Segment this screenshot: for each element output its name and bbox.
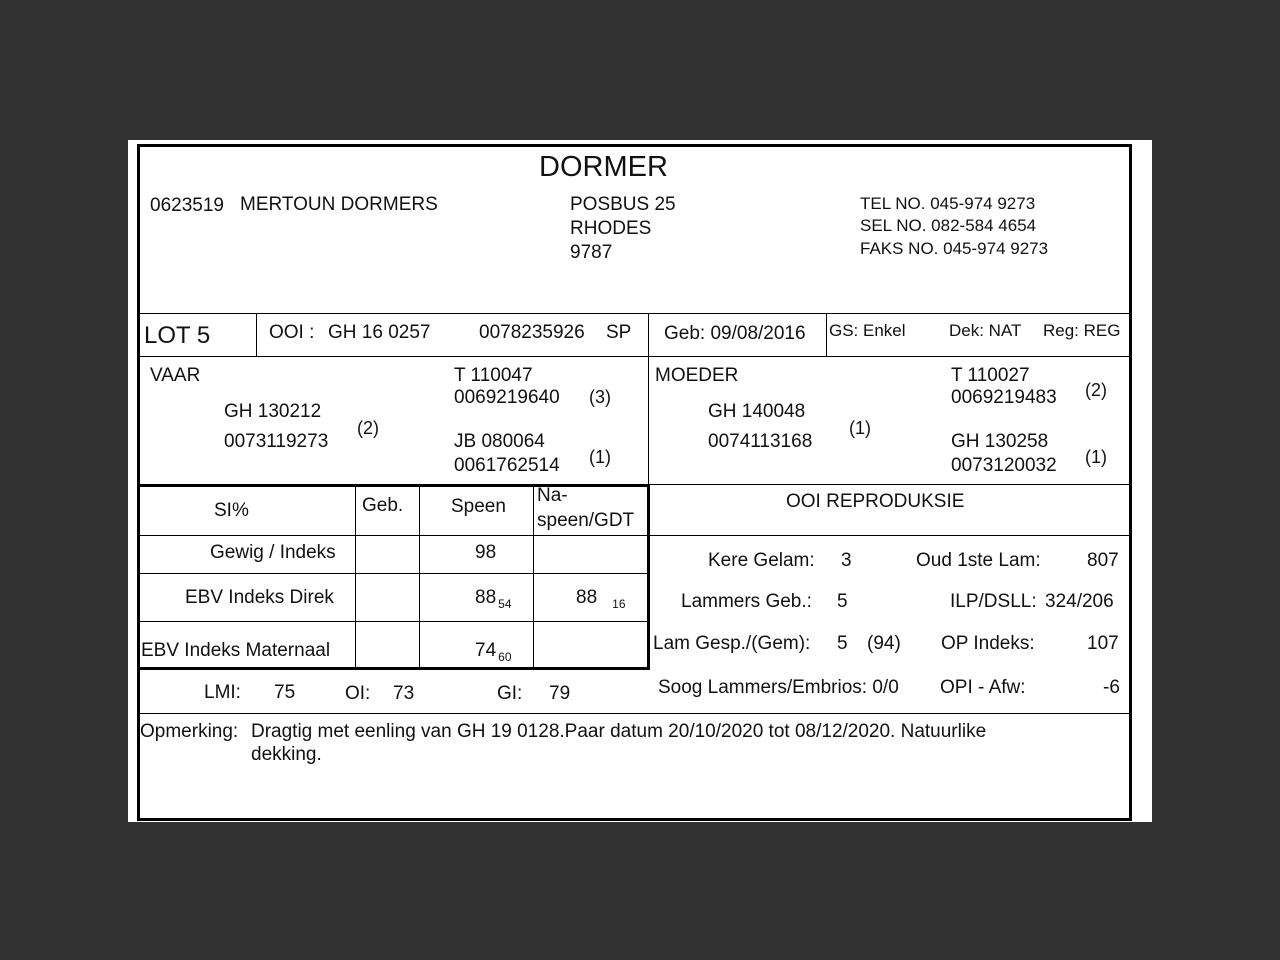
oi-label: OI: [345,683,371,704]
ilp-value: 324/206 [1045,591,1114,612]
card-border-right [1129,144,1132,820]
header-geb: Geb. [362,495,404,516]
row-line-3 [139,621,648,622]
perf-box-bottom [139,667,649,670]
gs-value: GS: Enkel [829,321,906,340]
op-indeks-value: 107 [1087,633,1119,654]
dam-number: 0074113168 [708,431,813,452]
ilp-label: ILP/DSLL: [950,591,1037,612]
remark-divider [137,713,1132,714]
perf-box-right [647,484,650,670]
opi-label: OPI - Afw: [940,677,1026,698]
reproduction-title: OOI REPRODUKSIE [786,491,965,512]
kere-gelam-value: 3 [841,550,852,571]
row-direk-speen: 88 $_{54}$ [475,587,512,611]
lot-card [128,140,1152,822]
breed-title: DORMER [539,151,668,183]
row-label-gewig: Gewig / Indeks [210,542,336,563]
header-naspeen-1: Na- [537,485,568,506]
gs-divider [826,313,827,357]
kere-gelam-label: Kere Gelam: [708,550,815,571]
gi-label: GI: [497,683,523,704]
lot-row-divider [137,356,1132,357]
sire-count: (2) [357,418,379,438]
row-direk-naspeen: 88 $_{16}$ [576,587,626,611]
tel-number: TEL NO. 045-974 9273 [860,194,1036,213]
address-line-1: POSBUS 25 [570,194,676,215]
lam-gesp-label: Lam Gesp./(Gem): [653,633,811,654]
card-border-top [137,144,1132,147]
col-line-speen [419,487,420,667]
col-line-geb [355,487,356,667]
sire-label: VAAR [150,365,201,386]
lmi-value: 75 [274,682,296,703]
remark-label: Opmerking: [140,721,239,742]
opi-value: -6 [1103,677,1120,698]
soog-label: Soog Lammers/Embrios: 0/0 [658,677,899,698]
sire-number: 0073119273 [224,431,329,452]
remark-line-1: Dragtig met eenling van GH 19 0128.Paar datum 20/10/2020 tot 08/12/2020. Natuurlike [251,721,987,742]
ooi-grade: SP [606,322,632,343]
address-line-2: RHODES [570,218,652,239]
remark-line-2: dekking. [251,744,322,765]
sire-sire-count: (3) [589,387,611,407]
card-border-bottom [137,818,1132,821]
ooi-id: GH 16 0257 [328,322,431,343]
reproduction-title-divider [649,535,1131,536]
address-line-3: 9787 [570,242,613,263]
row-line-1 [139,535,648,536]
row-maternaal-speen: 74 $_{60}$ [475,640,512,664]
dam-sire-count: (2) [1085,380,1107,400]
born-divider [648,313,649,357]
gi-value: 79 [549,683,571,704]
sire-dam-count: (1) [589,447,611,467]
dam-id: GH 140048 [708,401,806,422]
lam-gem-value: (94) [867,633,901,654]
breeder-number: 0623519 [150,195,224,216]
sire-dam-number: 0061762514 [454,455,560,476]
header-speen: Speen [451,496,506,517]
lmi-label: LMI: [204,682,241,703]
row-line-2 [139,573,648,574]
oud-lam-value: 807 [1087,550,1119,571]
sire-dam-id: JB 080064 [454,431,545,452]
dek-value: Dek: NAT [949,321,1022,340]
row-gewig-speen: 98 [475,542,497,563]
card-border-left [137,144,140,820]
lam-gesp-value: 5 [837,633,848,654]
dam-sire-id: T 110027 [951,365,1030,386]
lammers-geb-value: 5 [837,591,848,612]
lammers-geb-label: Lammers Geb.: [681,591,812,612]
header-naspeen-2: speen/GDT [537,510,635,531]
sire-sire-number: 0069219640 [454,387,560,408]
row-label-ebv-maternaal: EBV Indeks Maternaal [141,640,331,661]
cell-number: SEL NO. 082-584 4654 [860,216,1037,235]
reg-value: Reg: REG [1043,321,1121,340]
header-si: SI% [214,500,249,521]
dam-dam-number: 0073120032 [951,455,1057,476]
row-label-ebv-direk: EBV Indeks Direk [185,587,334,608]
oi-value: 73 [393,683,415,704]
dam-sire-number: 0069219483 [951,387,1057,408]
fax-number: FAKS NO. 045-974 9273 [860,239,1049,258]
header-divider [137,313,1132,314]
oud-lam-label: Oud 1ste Lam: [916,550,1041,571]
ooi-label: OOI : [269,322,315,343]
dam-dam-id: GH 130258 [951,431,1049,452]
dam-dam-count: (1) [1085,447,1107,467]
perf-box-top [139,484,649,487]
ooi-reg-number: 0078235926 [479,322,585,343]
sire-id: GH 130212 [224,401,322,422]
lot-number: LOT 5 [144,322,211,349]
op-indeks-label: OP Indeks: [941,633,1035,654]
dam-label: MOEDER [655,365,739,386]
sire-sire-id: T 110047 [454,365,533,386]
breeder-name: MERTOUN DORMERS [240,194,438,215]
dam-count: (1) [849,418,871,438]
birth-date: Geb: 09/08/2016 [664,323,806,344]
col-line-naspeen [533,487,534,667]
lot-divider [256,313,257,357]
pedigree-divider [648,356,649,484]
